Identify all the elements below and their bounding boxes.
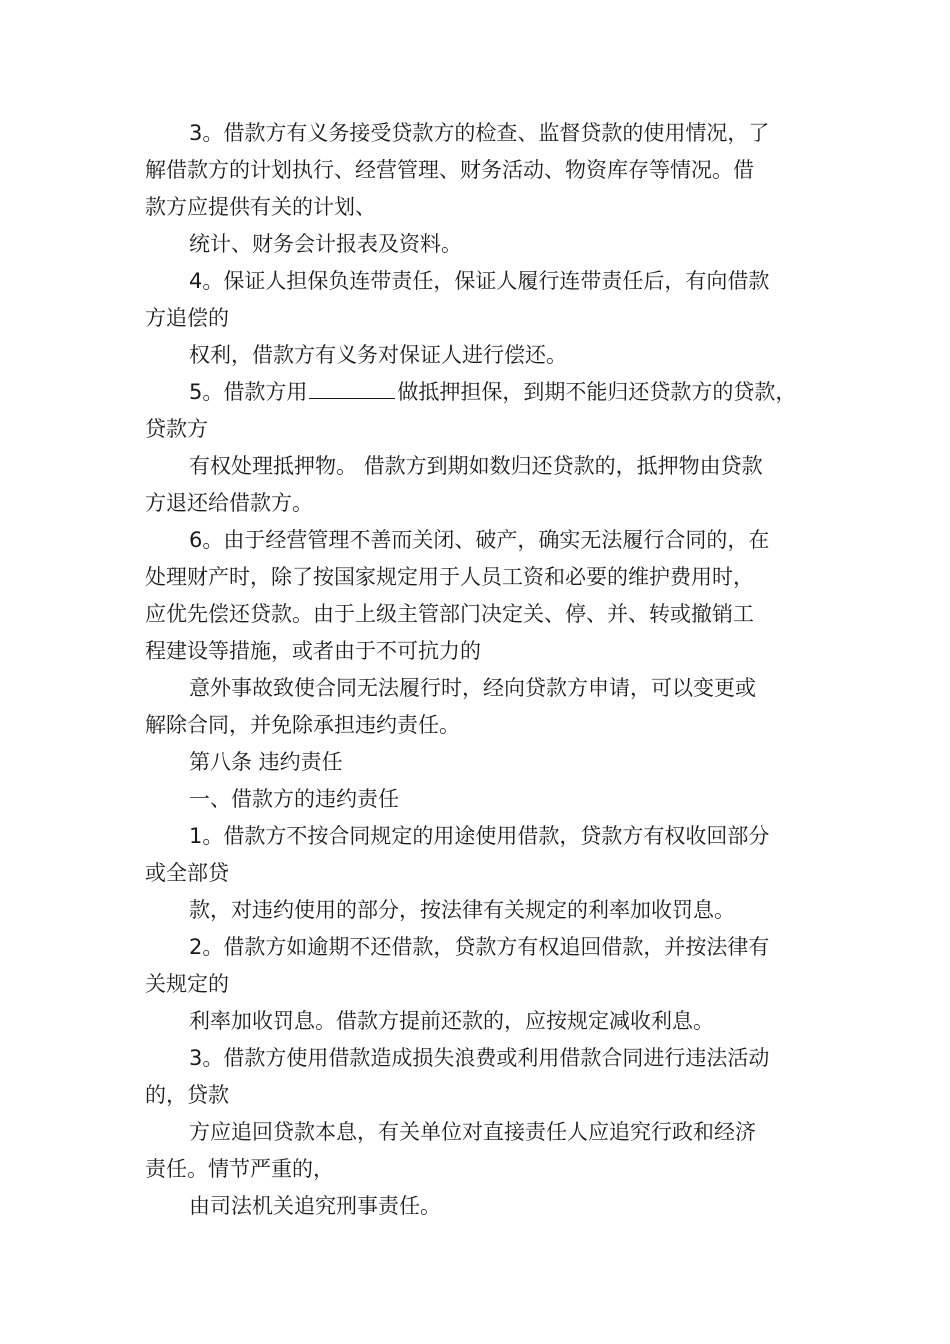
text-line: 解除合同，并免除承担违约责任。 bbox=[145, 713, 460, 737]
text-line: 解借款方的计划执行、经营管理、财务活动、物资库存等情况。借 bbox=[145, 158, 754, 182]
text-line: 6。由于经营管理不善而关闭、破产，确实无法履行合同的，在 bbox=[189, 528, 770, 552]
text-line: 或全部贷 bbox=[145, 861, 229, 885]
text-line: 4。保证人担保负连带责任，保证人履行连带责任后，有向借款 bbox=[189, 269, 770, 293]
text-line: 利率加收罚息。借款方提前还款的，应按规定减收利息。 bbox=[189, 1009, 714, 1033]
subsection-heading: 一、借款方的违约责任 bbox=[189, 787, 399, 811]
text-line: 款，对违约使用的部分，按法律有关规定的利率加收罚息。 bbox=[189, 898, 735, 922]
text-line: 意外事故致使合同无法履行时，经向贷款方申请，可以变更或 bbox=[189, 676, 756, 700]
text-line: 2。借款方如逾期不还借款，贷款方有权追回借款，并按法律有 bbox=[189, 935, 770, 959]
text-line: 3。借款方有义务接受贷款方的检查、监督贷款的使用情况，了 bbox=[189, 121, 770, 145]
text-line: 1。借款方不按合同规定的用途使用借款，贷款方有权收回部分 bbox=[189, 824, 770, 848]
text-line: 应优先偿还贷款。由于上级主管部门决定关、停、并、转或撤销工 bbox=[145, 602, 754, 626]
fill-in-blank bbox=[309, 380, 395, 399]
document-body bbox=[145, 115, 825, 1225]
text-line: 处理财产时，除了按国家规定用于人员工资和必要的维护费用时， bbox=[145, 565, 754, 589]
text-line: 统计、财务会计报表及资料。 bbox=[189, 232, 462, 256]
text-line: 方追偿的 bbox=[145, 306, 229, 330]
text-line: 贷款方 bbox=[145, 417, 208, 441]
text-line: 方退还给借款方。 bbox=[145, 491, 313, 515]
text-line: 关规定的 bbox=[145, 972, 229, 996]
text-line: 程建设等措施，或者由于不可抗力的 bbox=[145, 639, 481, 663]
text-line: 权利，借款方有义务对保证人进行偿还。 bbox=[189, 343, 567, 367]
text-fragment: 5。借款方用 bbox=[189, 380, 308, 404]
text-line: 的，贷款 bbox=[145, 1083, 229, 1107]
text-line: 有权处理抵押物。 借款方到期如数归还贷款的，抵押物由贷款 bbox=[189, 454, 763, 478]
section-heading: 第八条 违约责任 bbox=[189, 750, 343, 774]
text-line: 方应追回贷款本息，有关单位对直接责任人应追究行政和经济 bbox=[189, 1120, 756, 1144]
text-fragment: 做抵押担保，到期不能归还贷款方的贷款， bbox=[397, 380, 797, 404]
text-line-with-blank bbox=[145, 374, 825, 411]
text-line: 3。借款方使用借款造成损失浪费或利用借款合同进行违法活动 bbox=[189, 1046, 770, 1070]
text-line: 由司法机关追究刑事责任。 bbox=[189, 1194, 441, 1218]
text-line: 款方应提供有关的计划、 bbox=[145, 195, 376, 219]
text-line: 责任。情节严重的， bbox=[145, 1157, 334, 1181]
